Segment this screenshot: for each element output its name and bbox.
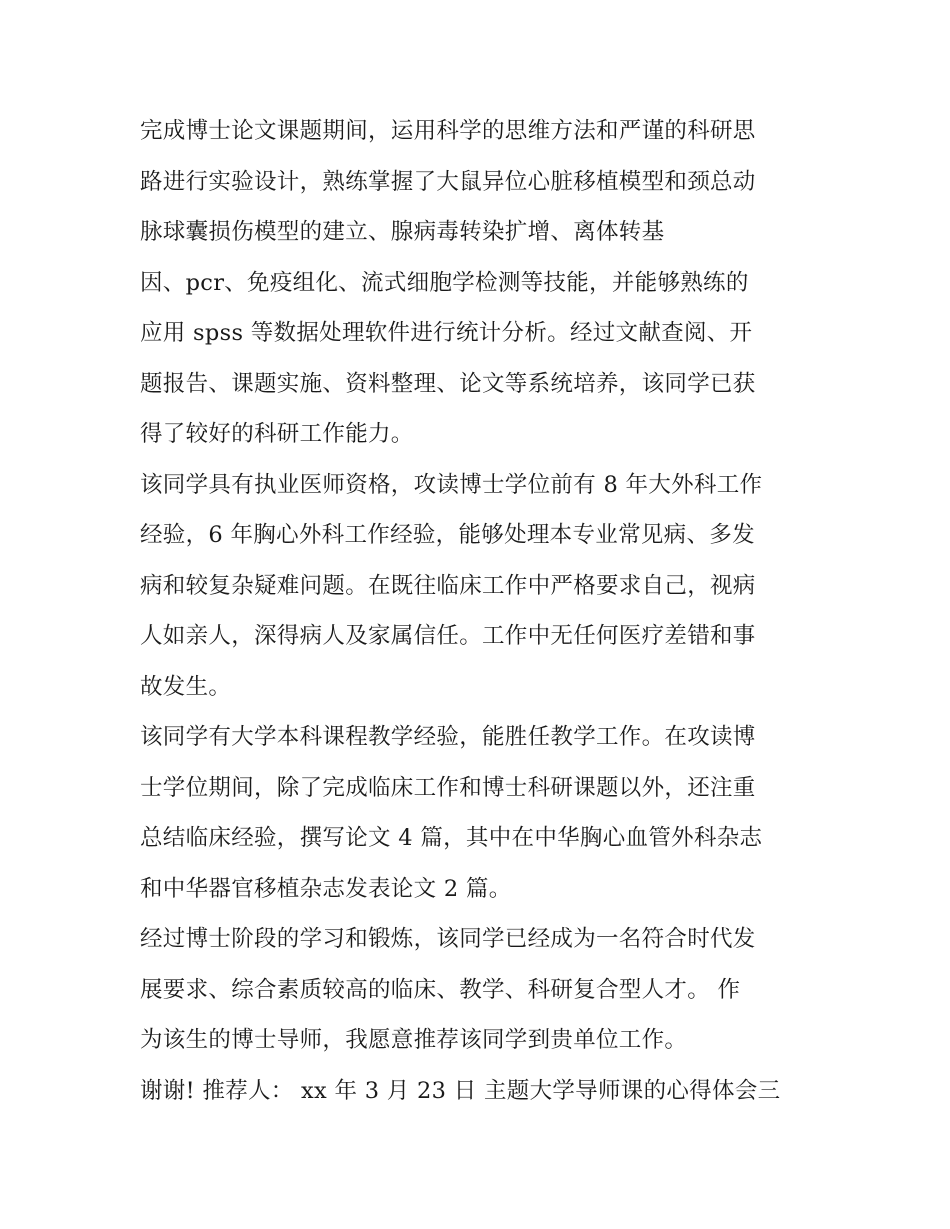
text-line: 脉球囊损伤模型的建立、腺病毒转染扩增、离体转基 [140, 219, 665, 245]
text-line: 应用 spss 等数据处理软件进行统计分析。经过文献查阅、开 [140, 320, 753, 346]
text-line: 病和较复杂疑难问题。在既往临床工作中严格要求自己，视病 [140, 572, 756, 599]
text-line: 因、pcr、免疫组化、流式细胞学检测等技能，并能够熟练的 [140, 269, 749, 296]
text-line: 人如亲人，深得病人及家属信任。工作中无任何医疗差错和事 [140, 623, 756, 649]
text-line: 故发生。 [140, 673, 232, 700]
text-line: 完成博士论文课题期间，运用科学的思维方法和严谨的科研思 [140, 118, 756, 144]
text-line: 题报告、课题实施、资料整理、论文等系统培养，该同学已获 [140, 370, 756, 397]
text-line: 谢谢! 推荐人： xx 年 3 月 23 日 主题大学导师课的心得体会三 [140, 1077, 781, 1104]
text-line: 为该生的博士导师，我愿意推荐该同学到贵单位工作。 [140, 1027, 688, 1053]
text-line: 该同学有大学本科课程教学经验，能胜任教学工作。在攻读博 [140, 724, 756, 750]
text-line: 和中华器官移植杂志发表论文 2 篇。 [140, 875, 512, 902]
text-line: 士学位期间，除了完成临床工作和博士科研课题以外，还注重 [140, 774, 756, 801]
text-line: 经过博士阶段的学习和锻炼，该同学已经成为一名符合时代发 [140, 926, 756, 952]
text-line: 经验，6 年胸心外科工作经验，能够处理本专业常见病、多发 [140, 522, 755, 548]
text-line: 总结临床经验，撰写论文 4 篇，其中在中华胸心血管外科杂志 [140, 825, 763, 851]
text-line: 展要求、综合素质较高的临床、教学、科研复合型人才。 作 [140, 976, 741, 1003]
text-line: 该同学具有执业医师资格，攻读博士学位前有 8 年大外科工作 [140, 471, 763, 498]
body-text [140, 106, 830, 1116]
text-line: 得了较好的科研工作能力。 [140, 421, 414, 447]
text-line: 路进行实验设计，熟练掌握了大鼠异位心脏移植模型和颈总动 [140, 168, 756, 195]
